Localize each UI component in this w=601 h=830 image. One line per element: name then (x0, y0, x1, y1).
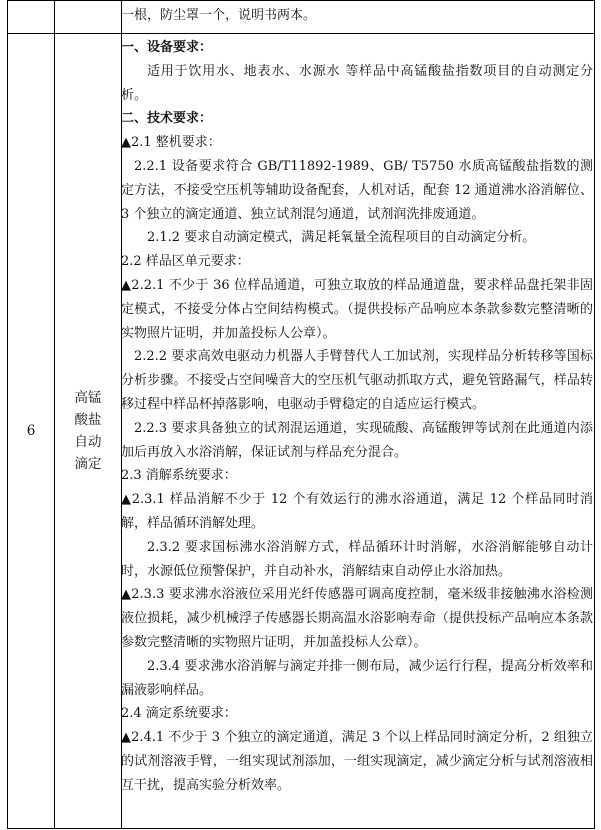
paragraph: 2.2.1 设备要求符合 GB/T11892-1989、GB/ T5750 水质高锰酸盐指数的测定方法，不接受空压机等辅助设备配套，人机对话，配套 12 通道沸水浴消解位、3 个独立的滴定通道、独立试剂混匀通道，试剂润洗排废通道。 (121, 158, 593, 222)
paragraph: 2.4 滴定系统要求： (121, 706, 237, 722)
paragraph: ▲2.2.1 不少于 36 位样品通道，可独立取放的样品通道盘，要求样品盘托架非固定模式，不接受分体占空间结构模式。（提供投标产品响应本条款参数完整清晰的实物照片证明，并加盖投标人公章）。 (121, 277, 593, 341)
paragraph: 2.2.3 要求具备独立的试剂混运通道，实现硫酸、高锰酸钾等试剂在此通道内添加后再放入水浴消解，保证试剂与样品充分混合。 (121, 420, 593, 460)
item-name: 高锰酸盐自动滴定 (74, 390, 102, 472)
paragraph: ▲2.1 整机要求： (121, 135, 221, 151)
paragraph: 适用于饮用水、地表水、水源水 等样品中高锰酸盐指数项目的自动测定分析。 (121, 63, 593, 103)
row-number: 6 (26, 423, 36, 439)
paragraph: ▲2.4.1 不少于 3 个独立的滴定通道，满足 3 个以上样品同时滴定分析，2 组独立的试剂溶液手臂，一组实现试剂添加，一组实现滴定，减少滴定分析与试剂溶液相互干扰，提高实验分析效率。 (121, 730, 593, 793)
table-top-border (8, 0, 594, 1)
section-heading-equipment: 一、设备要求： (121, 40, 213, 55)
section-heading-technical: 二、技术要求： (121, 111, 213, 127)
paragraph: 2.2 样品区单元要求： (121, 254, 250, 270)
paragraph: 2.3.2 要求国标沸水浴消解方式，样品循环计时消解，水浴消解能够自动计时，水源低位预警保护，并自动补水，消解结束自动停止水浴加热。 (121, 539, 593, 579)
paragraph: 2.2.2 要求高效电驱动力机器人手臂替代人工加试剂，实现样品分析转移等国标分析步骤。不接受占空间噪音大的空压机气驱动抓取方式，避免管路漏气，样品转移过程中样品杯掉落影响，电驱动手臂稳定的自适应运行模式。 (121, 349, 593, 412)
requirements-cell (121, 36, 593, 798)
paragraph: 2.3.4 要求沸水浴消解与滴定并排一侧布局，减少运行行程，提高分析效率和漏液影响样品。 (121, 658, 593, 698)
previous-row-text: 一根，防尘罩一个，说明书两本。 (121, 8, 317, 23)
paragraph: ▲2.3.3 要求沸水浴液位采用光纤传感器可调高度控制，毫米级非接触沸水浴检测液位损耗，减少机械浮子传感器长期高温水浴影响寿命（提供投标产品响应本条款参数完整清晰的实物照片证明，并加盖投标人公章）。 (121, 587, 593, 650)
row-number-cell (8, 34, 54, 828)
paragraph: 2.1.2 要求自动滴定模式，满足耗氧量全流程项目的自动滴定分析。 (147, 230, 536, 246)
item-name-cell (55, 34, 121, 828)
paragraph: ▲2.3.1 样品消解不少于 12 个有效运行的沸水浴通道，满足 12 个样品同时消解，样品循环消解处理。 (121, 492, 593, 531)
paragraph: 2.3 消解系统要求： (121, 468, 237, 484)
